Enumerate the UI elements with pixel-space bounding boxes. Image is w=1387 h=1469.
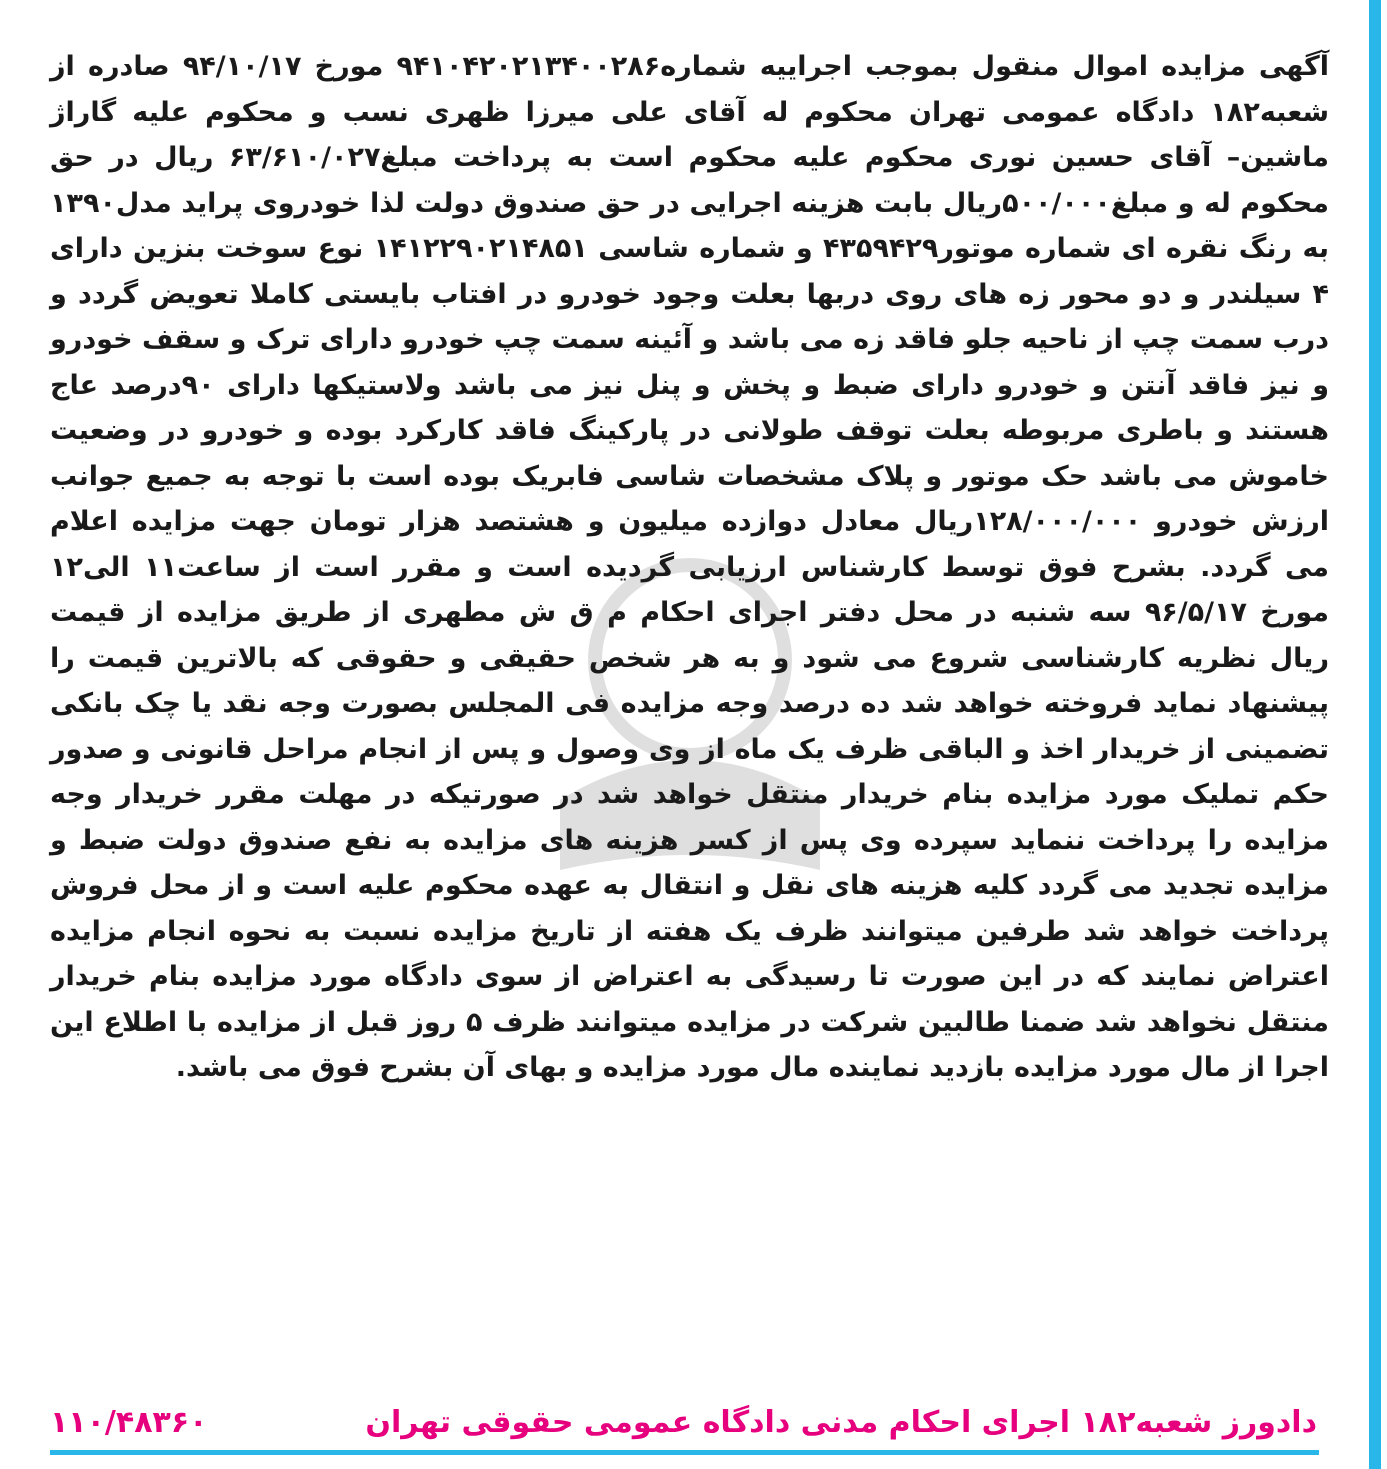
footer-signature: دادورز شعبه۱۸۲ اجرای احکام مدنی دادگاه عمومی حقوقی تهران <box>365 1404 1317 1440</box>
right-border-rule <box>1369 0 1381 1469</box>
notice-footer <box>50 1398 1317 1446</box>
footer-reference-number: ۱۱۰/۴۸۳۶۰ <box>50 1404 208 1440</box>
bottom-border-rule <box>50 1450 1319 1455</box>
notice-body: آگهی مزایده اموال منقول بموجب اجراییه شماره۹۴۱۰۴۲۰۲۱۳۴۰۰۲۸۶ مورخ ۹۴/۱۰/۱۷ صادره از شعبه۱۸۲ دادگاه عمومی تهران محکوم له آقای علی میرزا ظهری نسب و محکوم علیه گاراژ ماشین– آقای حسین نوری محکوم علیه محکوم است به پرداخت مبلغ۶۳/۶۱۰/۰۲۷ ریال در حق محکوم له و مبلغ۵۰۰/۰۰۰ریال بابت هزینه اجرایی در حق صندوق دولت لذا خودروی پراید مدل۱۳۹۰ به رنگ نقره ای شماره موتور۴۳۵۹۴۲۹ و شماره شاسی ۱۴۱۲۲۹۰۲۱۴۸۵۱ نوع سوخت بنزین دارای ۴ سیلندر و دو محور زه های روی دربها بعلت وجود خودرو در افتاب بایستی کاملا تعویض گردد و درب سمت چپ از ناحیه جلو فاقد زه می باشد و آئینه سمت چپ خودرو دارای ترک و سقف خودرو و نیز فاقد آنتن و خودرو دارای ضبط و پخش و پنل نیز می باشد ولاستیکها دارای ۹۰درصد عاج هستند و باطری مربوطه بعلت توقف طولانی در پارکینگ فاقد کارکرد بوده و خودرو در وضعیت خاموش می باشد حک موتور و پلاک مشخصات شاسی فابریک بوده است با توجه به جمیع جوانب ارزش خودرو ۱۲۸/۰۰۰/۰۰۰ریال معادل دوازده میلیون و هشتصد هزار تومان جهت مزایده اعلام می گردد. بشرح فوق توسط کارشناس ارزیابی گردیده است و مقرر است از ساعت۱۱ الی۱۲ مورخ ۹۶/۵/۱۷ سه شنبه در محل دفتر اجرای احکام م ق ش مطهری از طریق مزایده از قیمت ریال نظریه کارشناسی شروع می شود و به هر شخص حقیقی و حقوقی که بالاترین قیمت را پیشنهاد نماید فروخته خواهد شد ده درصد وجه مزایده فی المجلس بصورت وجه نقد یا چک بانکی تضمینی از خریدار اخذ و الباقی ظرف یک ماه از وی وصول و پس از انجام مراحل قانونی و صدور حکم تملیک مورد مزایده بنام خریدار منتقل خواهد شد در صورتیکه در مهلت مقرر خریدار وجه مزایده را پرداخت ننماید سپرده وی پس از کسر هزینه های مزایده به نفع صندوق دولت ضبط و مزایده تجدید می گردد کلیه هزینه های نقل و انتقال به عهده محکوم علیه است و از محل فروش پرداخت خواهد شد طرفین میتوانند ظرف یک هفته از تاریخ مزایده نسبت به نحوه انجام مزایده اعتراض نمایند که در این صورت تا رسیدگی به اعتراض از سوی دادگاه مورد مزایده بنام خریدار منتقل نخواهد شد ضمنا طالبین شرکت در مزایده میتوانند ظرف ۵ روز قبل از مزایده با اطلاع این اجرا از مال مورد مزایده بازدید نماینده مال مورد مزایده و بهای آن بشرح فوق می باشد. <box>50 51 1330 1083</box>
